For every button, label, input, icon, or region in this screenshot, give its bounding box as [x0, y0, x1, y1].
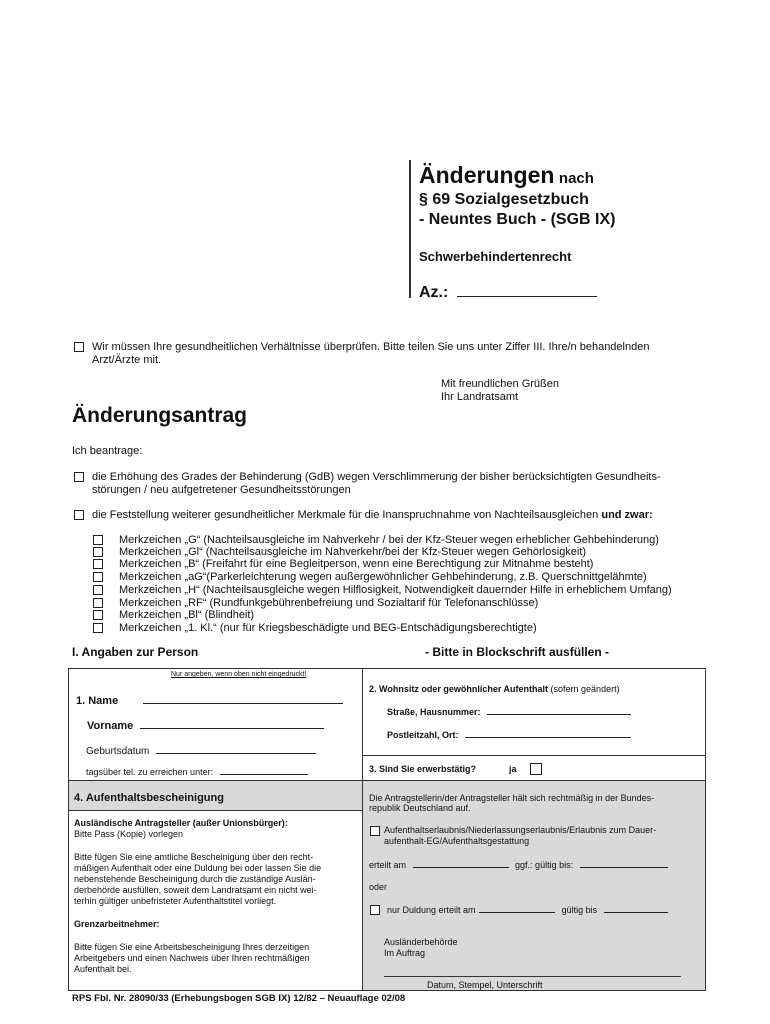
section4-heading-divider: [68, 810, 362, 811]
mark-checkbox-1kl[interactable]: [93, 623, 103, 633]
header-title-small: nach: [558, 170, 594, 187]
tolerance-valid-label: gültig bis: [561, 905, 598, 915]
footer-form-number: RPS Fbl. Nr. 28090/33 (Erhebungsbogen SGB IX) 12/82 – Neuauflage 02/08: [72, 993, 406, 1004]
issued-input-line[interactable]: [413, 859, 509, 868]
or-label: oder: [369, 882, 388, 892]
tolerance-label: nur Duldung erteilt am: [387, 905, 476, 915]
mark-checkbox-h[interactable]: [93, 585, 103, 595]
header-subject: Schwerbehindertenrecht: [419, 249, 572, 264]
right-intro-line1: Die Antragstellerin/der Antragsteller hält sich rechtmäßig in der Bundes-: [369, 793, 655, 803]
valid-input-line[interactable]: [580, 859, 668, 868]
signature-line[interactable]: [384, 976, 681, 977]
section1-heading: I. Angaben zur Person: [72, 645, 199, 659]
greeting-line1: Mit freundlichen Grüßen: [441, 378, 559, 390]
application-intro: Ich beantrage:: [72, 445, 143, 457]
az-field: [419, 282, 597, 302]
section3-question: 3. Sind Sie erwerbstätig?: [369, 764, 477, 774]
permit-line1: Aufenthaltserlaubnis/Niederlassungserlaubnis/Erlaubnis zum Dauer-: [384, 825, 657, 835]
mark-label-rf: Merkzeichen „RF“ (Rundfunkgebührenbefreiung und Sozialtarif für Telefonanschlüsse): [119, 597, 539, 609]
mark-checkbox-bl[interactable]: [93, 610, 103, 620]
foreign-text: Bitte Pass (Kopie) vorlegen: [74, 829, 184, 839]
tel-input-line[interactable]: [220, 766, 308, 775]
mark-label-ag: Merkzeichen „aG“(Parkerleichterung wegen außergewöhnlicher Gehbehinderung, z.B. Querschnittgelähmte): [119, 571, 647, 583]
certificate-line: mäßigen Aufenthalt oder eine Duldung bei oder lassen Sie die: [74, 863, 322, 873]
right-intro-line2: republik Deutschland auf.: [369, 803, 471, 813]
certificate-text: [74, 852, 321, 907]
option1-line2: störungen / neu aufgetretener Gesundheitsstörungen: [92, 484, 351, 496]
authority-line1: Ausländerbehörde: [384, 937, 458, 947]
tolerance-checkbox[interactable]: [370, 905, 380, 915]
certificate-line: derbehörde ausfüllen, soweit dem Landratsamt ein nicht wei-: [74, 885, 317, 895]
mark-label-b: Merkzeichen „B“ (Freifahrt für eine Begleitperson, wenn eine Berechtigung zur Mitnahme besteht): [119, 558, 594, 570]
tolerance-field: [387, 904, 668, 916]
section2-heading-text: 2. Wohnsitz oder gewöhnlicher Aufenthalt: [369, 684, 549, 694]
permit-checkbox[interactable]: [370, 826, 380, 836]
geburtsdatum-input-line[interactable]: [156, 743, 316, 754]
certificate-line: nebenstehende Bescheinigung durch die zuständige Auslän-: [74, 874, 316, 884]
zip-label: Postleitzahl, Ort:: [387, 730, 459, 740]
header-title: [419, 162, 594, 189]
tolerance-input-line[interactable]: [479, 904, 555, 913]
form-row-divider-right-1: [362, 755, 706, 756]
work-line: Bitte fügen Sie eine Arbeitsbescheinigung Ihres derzeitigen: [74, 942, 310, 952]
header-law-line1: § 69 Sozialgesetzbuch: [419, 191, 589, 208]
name-field: [76, 693, 343, 707]
option2-bold: und zwar:: [601, 509, 653, 521]
header-title-big: Änderungen: [419, 162, 555, 188]
vorname-field: [87, 718, 324, 732]
street-label: Straße, Hausnummer:: [387, 707, 481, 717]
name-label: 1. Name: [76, 695, 119, 707]
mark-checkbox-g[interactable]: [93, 535, 103, 545]
issued-label: erteilt am: [369, 860, 407, 870]
section1-note: Nur angeben, wenn oben nicht eingedruckt!: [171, 671, 307, 678]
option2-line: [92, 509, 653, 522]
signature-label: Datum, Stempel, Unterschrift: [427, 980, 543, 990]
mark-label-gl: Merkzeichen „Gl“ (Nachteilsausgleiche im Nahverkehr/bei der Kfz-Steuer wegen Gehörlosigkeit): [119, 546, 587, 558]
work-line: Aufenthalt bei.: [74, 964, 132, 974]
section4-heading: 4. Aufenthaltsbescheinigung: [74, 792, 224, 804]
tel-label: tagsüber tel. zu erreichen unter:: [86, 767, 214, 777]
option2-text: die Feststellung weiterer gesundheitlicher Merkmale für die Inanspruchnahme von Nachteilsausgleichen: [92, 509, 599, 521]
header-law-line2: - Neuntes Buch - (SGB IX): [419, 211, 616, 228]
section1-blockschrift: - Bitte in Blockschrift ausfüllen -: [425, 645, 610, 659]
tolerance-valid-input-line[interactable]: [604, 904, 668, 913]
application-heading: Änderungsantrag: [72, 404, 248, 427]
zip-field: [387, 729, 631, 741]
street-input-line[interactable]: [487, 706, 631, 715]
az-input-line[interactable]: [457, 282, 597, 297]
mark-label-bl: Merkzeichen „Bl“ (Blindheit): [119, 609, 255, 621]
option1-line1: die Erhöhung des Grades der Behinderung (GdB) wegen Verschlimmerung der bisher berücksichtigten Gesundheits-: [92, 471, 661, 483]
mark-label-g: Merkzeichen „G“ (Nachteilsausgleiche im Nahverkehr / bei der Kfz-Steuer wegen erheblicher Gehbehinderung): [119, 534, 659, 546]
valid-label: ggf.: gültig bis:: [515, 860, 574, 870]
employed-checkbox[interactable]: [530, 763, 542, 775]
mark-label-h: Merkzeichen „H“ (Nachteilsausgleiche wegen Hilflosigkeit, Notwendigkeit dauernder Hilfe in erheblichem Umfang): [119, 584, 672, 596]
vorname-label: Vorname: [87, 720, 134, 732]
street-field: [387, 706, 631, 718]
header-vertical-rule: [409, 160, 411, 298]
az-label: Az.:: [419, 284, 449, 301]
mark-label-1kl: Merkzeichen „1. Kl.“ (nur für Kriegsbeschädigte und BEG-Entschädigungsberechtigte): [119, 622, 537, 634]
review-line2: Arzt/Ärzte mit.: [92, 354, 162, 366]
section2-heading: [369, 684, 620, 695]
option1-checkbox[interactable]: [74, 472, 84, 482]
permit-line2: aufenthalt-EG/Aufenthaltsgestattung: [384, 836, 530, 846]
mark-checkbox-gl[interactable]: [93, 547, 103, 557]
authority-line2: Im Auftrag: [384, 948, 426, 958]
border-heading: Grenzarbeitnehmer:: [74, 919, 160, 929]
mark-checkbox-ag[interactable]: [93, 572, 103, 582]
review-checkbox[interactable]: [74, 342, 84, 352]
work-text: [74, 942, 310, 975]
greeting-line2: Ihr Landratsamt: [441, 391, 519, 403]
review-line1: Wir müssen Ihre gesundheitlichen Verhältnisse überprüfen. Bitte teilen Sie uns unter Ziffer III. Ihre/n behandelnden: [92, 341, 650, 353]
mark-checkbox-rf[interactable]: [93, 598, 103, 608]
geburtsdatum-label: Geburtsdatum: [86, 746, 150, 757]
work-line: Arbeitgebers und einen Nachweis über Ihren rechtmäßigen: [74, 953, 310, 963]
certificate-line: Bitte fügen Sie eine amtliche Bescheinigung über den recht-: [74, 852, 314, 862]
vorname-input-line[interactable]: [140, 718, 324, 729]
name-input-line[interactable]: [143, 693, 343, 704]
foreign-heading: Ausländische Antragsteller (außer Unionsbürger):: [74, 818, 288, 828]
option2-checkbox[interactable]: [74, 510, 84, 520]
zip-input-line[interactable]: [465, 729, 631, 738]
tel-field: [86, 766, 308, 778]
mark-checkbox-b[interactable]: [93, 559, 103, 569]
section3-answer-label: ja: [509, 764, 517, 774]
issued-field: [369, 859, 668, 871]
section2-heading-note: (sofern geändert): [550, 684, 620, 694]
certificate-line: terhin gültiger unbefristeter Aufenthaltstitel vorliegt.: [74, 896, 277, 906]
geburtsdatum-field: [86, 743, 316, 758]
